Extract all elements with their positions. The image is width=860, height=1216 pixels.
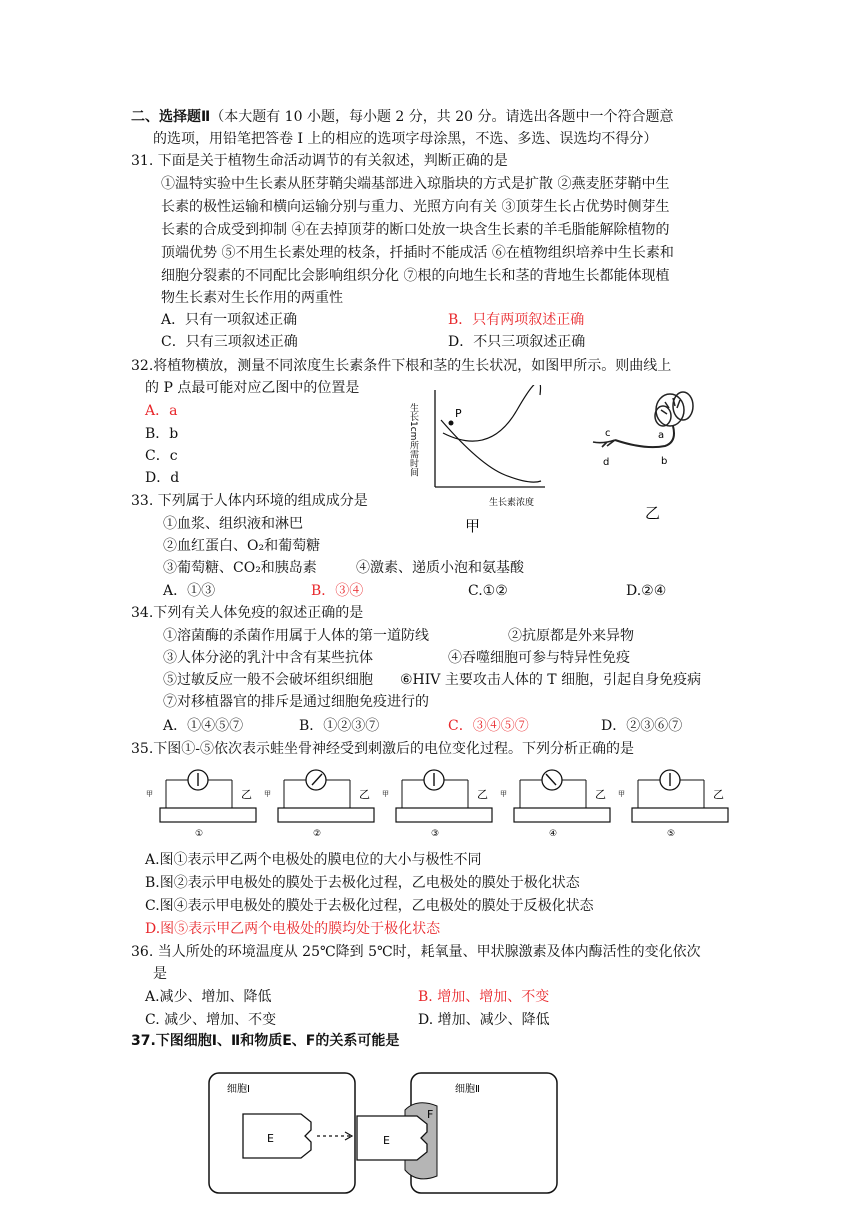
- q34-option-c: C．③④⑤⑦: [448, 718, 529, 734]
- jia-falling-curve: [441, 420, 541, 482]
- nerve-panel-3: [382, 770, 492, 838]
- q35-option-d: D.图⑤表示甲乙两个电极处的膜均处于极化状态: [145, 921, 441, 937]
- q37-stem-text: 37.下图细胞Ⅰ、Ⅱ和物质E、F的关系可能是: [131, 1033, 400, 1049]
- substance-e-in-cell1: [243, 1114, 311, 1158]
- nerve-panels: [140, 768, 740, 838]
- electrode-yi-label: 乙: [477, 788, 488, 801]
- q32-option-d: D．d: [145, 470, 180, 486]
- f-label: F: [427, 1108, 434, 1121]
- q36-option-c: C. 减少、增加、不变: [145, 1012, 277, 1028]
- electrode-jia-label: 甲: [146, 790, 153, 798]
- q35-stem: 35.下图①-⑤依次表示蛙坐骨神经受到刺激后的电位变化过程。下列分析正确的是: [131, 741, 634, 757]
- section-instructions-line2: 的选项，用铅笔把答卷 I 上的相应的选项字母涂黑，不选、多选、误选均不得分）: [153, 131, 658, 147]
- nerve-panel-2: [264, 770, 374, 838]
- nerve-fiber: [632, 808, 728, 822]
- q35-option-a: A.图①表示甲乙两个电极处的膜电位的大小与极性不同: [145, 852, 482, 868]
- electrode-jia-label: 甲: [382, 790, 389, 798]
- yi-root: [593, 440, 615, 447]
- q36-option-d: D. 增加、减少、降低: [418, 1012, 550, 1028]
- q32-option-c: C．c: [145, 448, 178, 464]
- substance-e-bound: [357, 1116, 427, 1160]
- q34-option-b: B．①②③⑦: [299, 718, 380, 734]
- q34-option-a: A．①④⑤⑦: [163, 718, 244, 734]
- q36-stem-line2: 是: [153, 966, 167, 982]
- q33-item: ②血红蛋白、O₂和葡萄糖: [163, 538, 321, 554]
- q35-option-c: C.图④表示甲电极处的膜处于去极化过程，乙电极处的膜处于反极化状态: [145, 898, 594, 914]
- yi-label-c: c: [605, 428, 611, 439]
- electrode-jia-label: 甲: [618, 790, 625, 798]
- q36-option-a: A.减少、增加、降低: [145, 989, 272, 1005]
- electrode-yi-label: 乙: [359, 788, 370, 801]
- q33-option-b: B．③④: [311, 583, 364, 599]
- q33-item: ③葡萄糖、CO₂和胰岛素: [163, 560, 317, 576]
- nerve-panel-4: [500, 770, 610, 838]
- q31-body-line: 顶端优势 ⑤不用生长素处理的枝条，扦插时不能成活 ⑥在植物组织培养中生长素和: [161, 245, 674, 261]
- yi-label-d: d: [603, 457, 610, 468]
- q33-item: ①血浆、组织液和淋巴: [163, 516, 303, 532]
- nerve-fiber: [514, 808, 610, 822]
- q31-body-line: 细胞分裂素的不同配比会影响组织分化 ⑦根的向地生长和茎的背地生长都能体现植: [161, 268, 670, 284]
- yi-leaves: [655, 392, 693, 426]
- q31-option-b: B．只有两项叙述正确: [448, 312, 585, 328]
- panel-number: ④: [549, 829, 558, 838]
- yi-label-a: a: [658, 430, 665, 441]
- q31-option-a: A．只有一项叙述正确: [161, 312, 298, 328]
- e-label-bound: E: [383, 1134, 390, 1147]
- yi-label-b: b: [661, 456, 668, 467]
- cell-1-label: 细胞Ⅰ: [227, 1084, 250, 1095]
- q36-stem: 36. 当人所处的环境温度从 25℃降到 5℃时，耗氧量、甲状腺激素及体内酶活性的变化依次: [131, 944, 701, 960]
- q33-item: ④激素、递质小泡和氨基酸: [356, 560, 524, 576]
- q33-option-c: C.①②: [468, 583, 508, 599]
- q37-stem: [131, 1031, 399, 1051]
- jia-caption: 甲: [465, 517, 481, 535]
- jia-x-axis-label: 生长素浓度: [489, 498, 535, 508]
- nerve-fiber: [278, 808, 374, 822]
- nerve-fiber: [396, 808, 492, 822]
- q32-stem-line2: 的 P 点最可能对应乙图中的位置是: [145, 380, 360, 396]
- panel-number: ⑤: [667, 829, 676, 838]
- cell-2-label: 细胞Ⅱ: [455, 1084, 480, 1095]
- q34-option-d: D．②③⑥⑦: [601, 718, 683, 734]
- electrode-yi-label: 乙: [713, 788, 724, 801]
- q31-stem: 31. 下面是关于植物生命活动调节的有关叙述，判断正确的是: [131, 153, 508, 169]
- cell-diagram: [205, 1070, 565, 1198]
- jia-y-axis-label: 生长1cm所需时间: [408, 403, 418, 477]
- q34-item: ④吞噬细胞可参与特异性免疫: [448, 650, 630, 666]
- figure-jia: [405, 385, 555, 535]
- section-title: 二、选择题Ⅱ: [131, 109, 211, 125]
- q34-item: ⑤过敏反应一般不会破坏组织细胞: [163, 672, 373, 688]
- section-header: [131, 107, 673, 127]
- q33-option-a: A．①③: [163, 583, 216, 599]
- q31-body-line: 长素的极性运输和横向运输分别与重力、光照方向有关 ③顶芽生长占优势时侧芽生: [161, 199, 670, 215]
- q34-item: ①溶菌酶的杀菌作用属于人体的第一道防线: [163, 628, 429, 644]
- q32-stem: 32.将植物横放，测量不同浓度生长素条件下根和茎的生长状况，如图甲所示。则曲线上: [131, 358, 672, 374]
- e-label-cell1: E: [267, 1132, 274, 1145]
- q34-item: ③人体分泌的乳汁中含有某些抗体: [163, 650, 373, 666]
- panel-number: ②: [313, 829, 322, 838]
- q33-stem: 33. 下列属于人体内环境的组成成分是: [131, 493, 368, 509]
- nerve-panel-5: [618, 770, 728, 838]
- q31-option-d: D．不只三项叙述正确: [448, 334, 586, 350]
- q32-option-b: B．b: [145, 426, 179, 442]
- electrode-yi-label: 乙: [241, 788, 252, 801]
- q34-item: ⑥HIV 主要攻击人体的 T 细胞，引起自身免疫病: [400, 672, 702, 688]
- nerve-fiber: [160, 808, 256, 822]
- jia-point-p: [449, 421, 454, 426]
- q34-stem: 34.下列有关人体免疫的叙述正确的是: [131, 605, 364, 621]
- electrode-yi-label: 乙: [595, 788, 606, 801]
- electrode-jia-label: 甲: [500, 790, 507, 798]
- yi-stem: [615, 426, 674, 447]
- nerve-panel-1: [146, 770, 256, 838]
- q32-option-a: A．a: [145, 403, 178, 419]
- jia-point-p-label: P: [455, 407, 462, 420]
- figure-yi: [585, 380, 715, 530]
- q31-option-c: C．只有三项叙述正确: [161, 334, 298, 350]
- q33-option-d: D.②④: [626, 583, 667, 599]
- q34-item: ②抗原都是外来异物: [508, 628, 634, 644]
- electrode-jia-label: 甲: [264, 790, 271, 798]
- q31-body-line: 物生长素对生长作用的两重性: [161, 290, 343, 306]
- q31-body-line: 长素的合成受到抑制 ④在去掉顶芽的断口处放一块含生长素的羊毛脂能解除植物的: [161, 222, 670, 238]
- q35-option-b: B.图②表示甲电极处的膜处于去极化过程，乙电极处的膜处于极化状态: [145, 875, 580, 891]
- q31-body-line: ①温特实验中生长素从胚芽鞘尖端基部进入琼脂块的方式是扩散 ②燕麦胚芽鞘中生: [161, 176, 670, 192]
- panel-number: ①: [195, 829, 204, 838]
- yi-caption: 乙: [645, 504, 661, 522]
- panel-number: ③: [431, 829, 440, 838]
- section-instructions: （本大题有 10 小题，每小题 2 分，共 20 分。请选出各题中一个符合题意: [210, 109, 674, 125]
- q34-item: ⑦对移植器官的排斥是通过细胞免疫进行的: [163, 694, 429, 710]
- q36-option-b: B. 增加、增加、不变: [418, 989, 550, 1005]
